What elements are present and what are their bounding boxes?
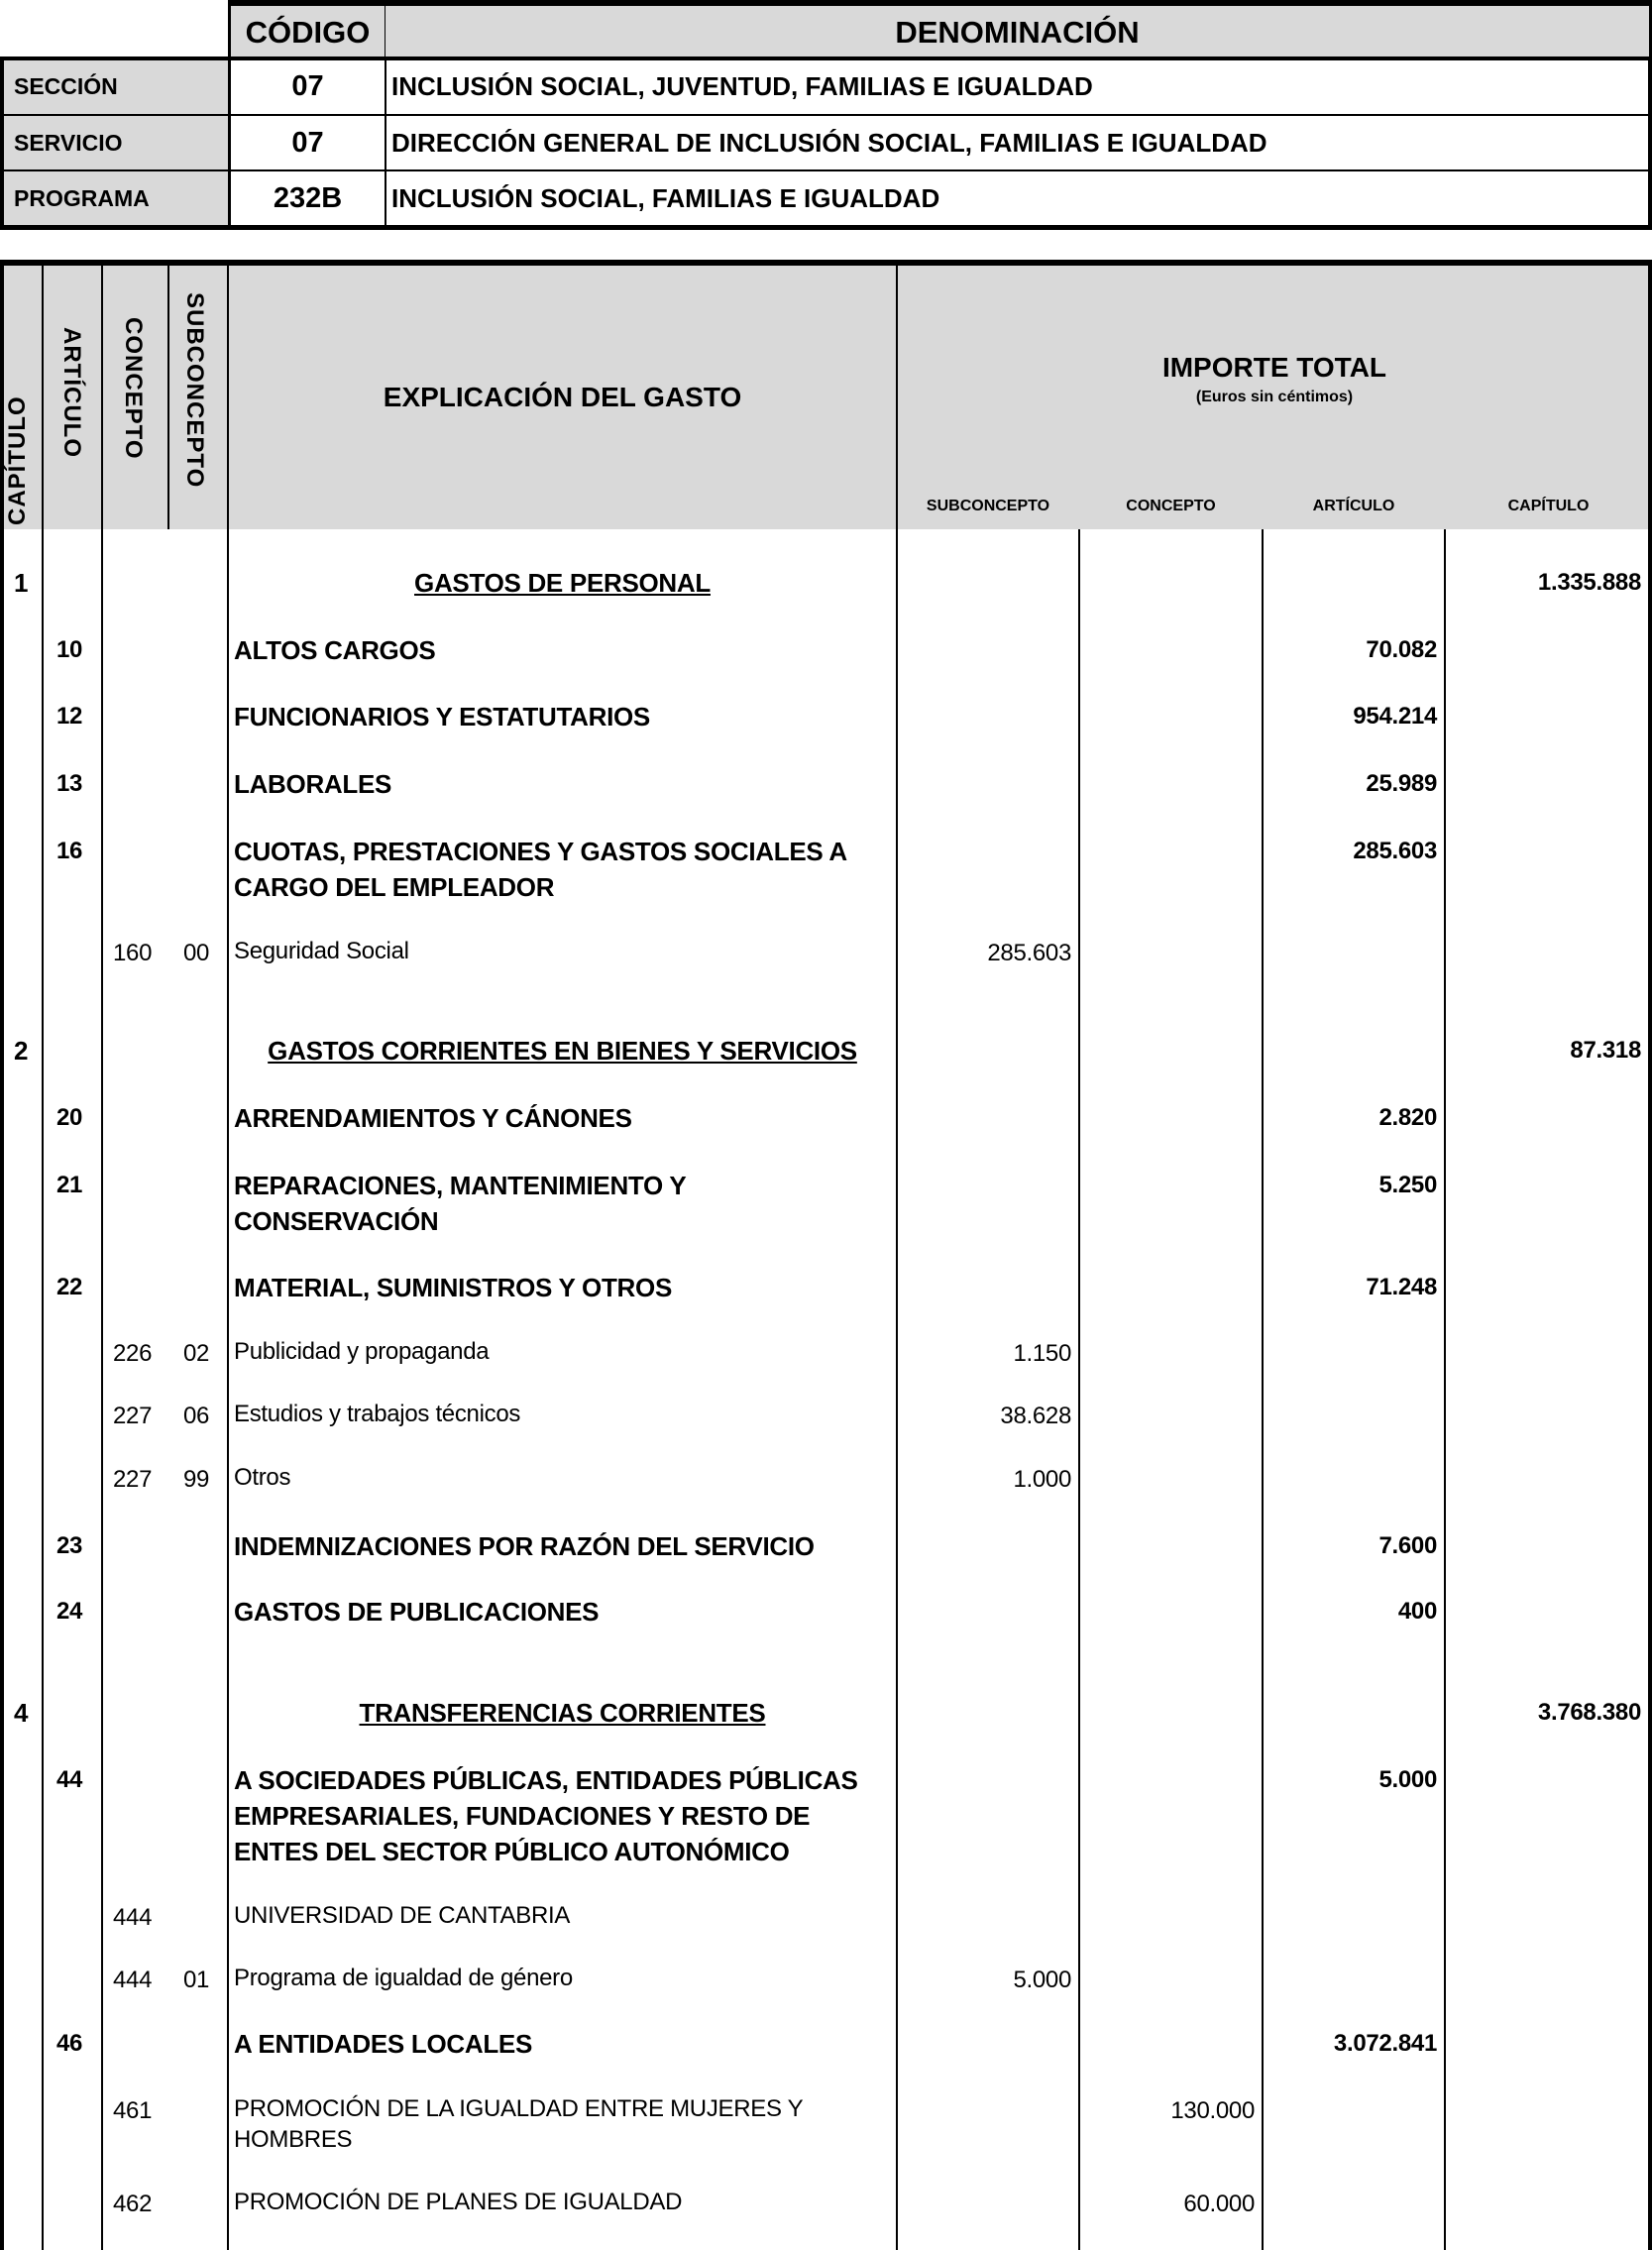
header-explicacion: EXPLICACIÓN DEL GASTO [383, 382, 742, 412]
amount-articulo: 5.000 [1378, 1766, 1437, 1793]
articulo-code: 44 [56, 1766, 83, 1793]
header-row-servicio-code [228, 116, 386, 171]
explicacion-text: Seguridad Social [234, 938, 409, 964]
amount-subconcepto: 285.603 [987, 940, 1071, 966]
explicacion-text: TRANSFERENCIAS CORRIENTES [359, 1698, 766, 1728]
explicacion-text: FUNCIONARIOS Y ESTATUTARIOS [234, 702, 650, 731]
capitulo-code: 1 [14, 568, 29, 598]
code-header-label: CÓDIGO [245, 15, 371, 50]
row-code: 232B [273, 181, 343, 214]
articulo-code: 12 [56, 703, 83, 730]
amount-concepto: 130.000 [1170, 2097, 1255, 2124]
explicacion-text: REPARACIONES, MANTENIMIENTO Y CONSERVACIÓN [234, 1171, 686, 1236]
header-concepto: CONCEPTO [120, 317, 147, 460]
row-name: INCLUSIÓN SOCIAL, FAMILIAS E IGUALDAD [391, 182, 940, 213]
articulo-code: 24 [56, 1598, 83, 1625]
amount-subconcepto: 1.000 [1013, 1466, 1071, 1493]
name-column-header [385, 0, 1652, 59]
concepto-code: 226 [113, 1340, 153, 1367]
code-column-header [228, 0, 386, 59]
explicacion-text: ARRENDAMIENTOS Y CÁNONES [234, 1103, 632, 1133]
amount-articulo: 7.600 [1378, 1532, 1437, 1559]
explicacion-text: Otros [234, 1464, 291, 1491]
articulo-code: 20 [56, 1104, 83, 1131]
capitulo-code: 2 [14, 1036, 29, 1066]
articulo-code: 13 [56, 770, 83, 797]
header-row-seccin-code [228, 59, 386, 116]
amount-articulo: 5.250 [1378, 1172, 1437, 1198]
concepto-code: 227 [113, 1466, 153, 1493]
row-code: 07 [291, 70, 324, 102]
concepto-code: 227 [113, 1403, 153, 1429]
amount-articulo: 25.989 [1366, 770, 1437, 797]
header-subconcepto: SUBCONCEPTO [181, 292, 208, 489]
header-row-seccin-name [385, 59, 1652, 116]
explicacion-text: GASTOS CORRIENTES EN BIENES Y SERVICIOS [268, 1036, 857, 1066]
concepto-code: 462 [113, 2191, 153, 2217]
header-row-programa-code [228, 171, 386, 227]
explicacion-text: INDEMNIZACIONES POR RAZÓN DEL SERVICIO [234, 1531, 815, 1561]
amount-articulo: 71.248 [1366, 1274, 1437, 1300]
concepto-code: 160 [113, 940, 153, 966]
amount-articulo: 2.820 [1378, 1104, 1437, 1131]
amount-subconcepto: 38.628 [1000, 1403, 1071, 1429]
header-articulo: ARTÍCULO [58, 327, 85, 458]
subconcepto-code: 00 [183, 940, 210, 966]
header-row-servicio-label [0, 116, 228, 171]
header-amount-concepto: CONCEPTO [1126, 498, 1216, 514]
row-name: DIRECCIÓN GENERAL DE INCLUSIÓN SOCIAL, FAMILIAS E IGUALDAD [391, 127, 1267, 158]
amount-capitulo: 87.318 [1570, 1037, 1641, 1064]
header-amount-articulo: ARTÍCULO [1312, 498, 1395, 514]
capitulo-code: 4 [14, 1698, 29, 1728]
header-row-servicio-name [385, 116, 1652, 171]
explicacion-text: Programa de igualdad de género [234, 1965, 573, 1991]
explicacion-text: Estudios y trabajos técnicos [234, 1401, 521, 1427]
subconcepto-code: 06 [183, 1403, 210, 1429]
explicacion-text: PROMOCIÓN DE LA IGUALDAD ENTRE MUJERES Y HOMBRES [234, 2095, 803, 2153]
header-capitulo: CAPÍTULO [4, 395, 31, 525]
subconcepto-code: 02 [183, 1340, 210, 1367]
amount-concepto: 60.000 [1183, 2191, 1255, 2217]
explicacion-text: MATERIAL, SUMINISTROS Y OTROS [234, 1273, 672, 1302]
articulo-code: 22 [56, 1274, 83, 1300]
amount-subconcepto: 5.000 [1013, 1967, 1071, 1993]
explicacion-text: UNIVERSIDAD DE CANTABRIA [234, 1902, 571, 1929]
explicacion-text: A ENTIDADES LOCALES [234, 2029, 533, 2059]
amount-capitulo: 3.768.380 [1537, 1699, 1641, 1726]
header-importe-note: (Euros sin céntimos) [1195, 389, 1354, 405]
amount-articulo: 70.082 [1366, 636, 1437, 663]
row-code: 07 [291, 126, 324, 159]
row-name: INCLUSIÓN SOCIAL, JUVENTUD, FAMILIAS E IGUALDAD [391, 71, 1093, 101]
header-amount-subconcepto: SUBCONCEPTO [926, 498, 1050, 514]
explicacion-text: ALTOS CARGOS [234, 635, 436, 665]
explicacion-text: LABORALES [234, 769, 392, 799]
header-row-programa-label [0, 171, 228, 227]
explicacion-text: Publicidad y propaganda [234, 1338, 490, 1365]
subconcepto-code: 99 [183, 1466, 210, 1493]
concepto-code: 461 [113, 2097, 153, 2124]
concepto-code: 444 [113, 1967, 153, 1993]
row-label: SERVICIO [14, 129, 123, 156]
row-label: SECCIÓN [14, 73, 118, 99]
name-header-label: DENOMINACIÓN [895, 15, 1140, 50]
header-importe-total: IMPORTE TOTAL [1161, 352, 1387, 383]
amount-articulo: 954.214 [1353, 703, 1437, 730]
explicacion-text: GASTOS DE PERSONAL [414, 568, 711, 598]
amount-articulo: 400 [1397, 1598, 1437, 1625]
amount-capitulo: 1.335.888 [1537, 569, 1641, 596]
articulo-code: 46 [56, 2030, 83, 2057]
articulo-code: 10 [56, 636, 83, 663]
explicacion-text: PROMOCIÓN DE PLANES DE IGUALDAD [234, 2189, 683, 2215]
header-row-seccin-label [0, 59, 228, 116]
articulo-code: 23 [56, 1532, 83, 1559]
articulo-code: 21 [56, 1172, 83, 1198]
subconcepto-code: 01 [183, 1967, 210, 1993]
row-label: PROGRAMA [14, 184, 150, 211]
amount-subconcepto: 1.150 [1013, 1340, 1071, 1367]
header-amount-capitulo: CAPÍTULO [1507, 498, 1590, 514]
concepto-code: 444 [113, 1904, 153, 1931]
explicacion-text: A SOCIEDADES PÚBLICAS, ENTIDADES PÚBLICAS EMPRESARIALES, FUNDACIONES Y RESTO DE ENTES DEL SECTOR PÚBLICO AUTONÓMICO [234, 1765, 858, 1866]
explicacion-text: GASTOS DE PUBLICACIONES [234, 1597, 600, 1627]
articulo-code: 16 [56, 838, 83, 864]
header-row-programa-name [385, 171, 1652, 227]
explicacion-text: CUOTAS, PRESTACIONES Y GASTOS SOCIALES A CARGO DEL EMPLEADOR [234, 837, 846, 902]
amount-articulo: 3.072.841 [1333, 2030, 1437, 2057]
amount-articulo: 285.603 [1353, 838, 1437, 864]
